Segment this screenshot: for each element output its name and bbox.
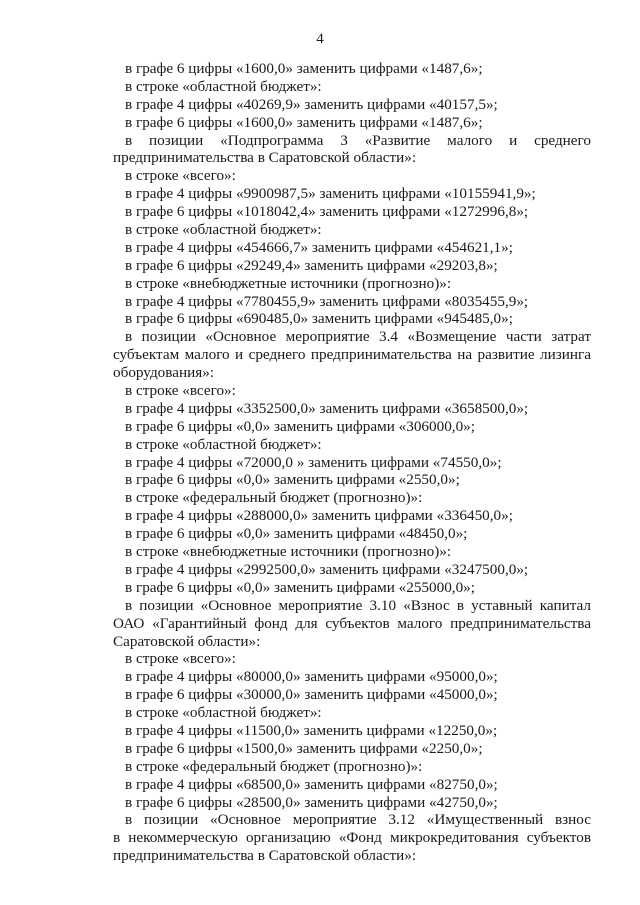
text-line: субъектам малого и среднего предпринимательства на развитие лизинга bbox=[113, 346, 591, 364]
text-line: в строке «областной бюджет»: bbox=[125, 221, 322, 239]
text-line: оборудования»: bbox=[113, 364, 215, 382]
text-line: в графе 6 цифры «30000,0» заменить цифрами «45000,0»; bbox=[125, 686, 498, 704]
text-line: в строке «внебюджетные источники (прогнозно)»: bbox=[125, 543, 452, 561]
text-line: в графе 6 цифры «690485,0» заменить цифрами «945485,0»; bbox=[125, 310, 513, 328]
text-line: в строке «областной бюджет»: bbox=[125, 704, 322, 722]
text-line: в графе 6 цифры «0,0» заменить цифрами «306000,0»; bbox=[125, 417, 475, 435]
text-line: в строке «федеральный бюджет (прогнозно)»: bbox=[125, 489, 423, 507]
text-line: в строке «внебюджетные источники (прогнозно)»: bbox=[125, 274, 452, 292]
text-line: в графе 6 цифры «0,0» заменить цифрами «2550,0»; bbox=[125, 471, 460, 489]
text-line: в строке «всего»: bbox=[125, 382, 236, 400]
text-line: в строке «областной бюджет»: bbox=[125, 77, 322, 95]
text-line: в графе 6 цифры «1018042,4» заменить цифрами «1272996,8»; bbox=[125, 203, 529, 221]
text-line: в позиции «Основное мероприятие 3.10 «Взнос в уставный капитал bbox=[125, 596, 591, 614]
text-line: в графе 6 цифры «29249,4» заменить цифрами «29203,8»; bbox=[125, 256, 498, 274]
text-line: в графе 4 цифры «2992500,0» заменить цифрами «3247500,0»; bbox=[125, 560, 529, 578]
text-line: в графе 6 цифры «28500,0» заменить цифрами «42750,0»; bbox=[125, 793, 498, 811]
text-line: в графе 6 цифры «0,0» заменить цифрами «255000,0»; bbox=[125, 578, 475, 596]
text-line: в позиции «Подпрограмма 3 «Развитие малого и среднего bbox=[125, 131, 591, 149]
text-line: предпринимательства в Саратовской области»: bbox=[113, 149, 417, 167]
text-line: в графе 4 цифры «80000,0» заменить цифрами «95000,0»; bbox=[125, 668, 498, 686]
text-line: в позиции «Основное мероприятие 3.4 «Возмещение части затрат bbox=[125, 328, 591, 346]
page-number: 4 bbox=[316, 31, 324, 47]
text-line: в графе 4 цифры «40269,9» заменить цифрами «40157,5»; bbox=[125, 95, 498, 113]
text-line: в графе 4 цифры «68500,0» заменить цифрами «82750,0»; bbox=[125, 775, 498, 793]
text-line: в графе 4 цифры «288000,0» заменить цифрами «336450,0»; bbox=[125, 507, 513, 525]
text-line: в графе 4 цифры «72000,0 » заменить цифрами «74550,0»; bbox=[125, 453, 502, 471]
text-line: в графе 4 цифры «3352500,0» заменить цифрами «3658500,0»; bbox=[125, 399, 529, 417]
text-line: в позиции «Основное мероприятие 3.12 «Имущественный взнос bbox=[125, 811, 591, 829]
text-line: Саратовской области»: bbox=[113, 632, 261, 650]
text-line: в графе 4 цифры «454666,7» заменить цифрами «454621,1»; bbox=[125, 238, 513, 256]
text-line: в строке «областной бюджет»: bbox=[125, 435, 322, 453]
text-line: в графе 6 цифры «1600,0» заменить цифрами «1487,6»; bbox=[125, 60, 483, 77]
text-line: в строке «всего»: bbox=[125, 167, 236, 185]
text-line: в графе 6 цифры «0,0» заменить цифрами «48450,0»; bbox=[125, 525, 468, 543]
text-line: в строке «федеральный бюджет (прогнозно)»: bbox=[125, 757, 423, 775]
text-line: в графе 6 цифры «1600,0» заменить цифрами «1487,6»; bbox=[125, 113, 483, 131]
document-body bbox=[113, 60, 591, 865]
text-line: в графе 6 цифры «1500,0» заменить цифрами «2250,0»; bbox=[125, 739, 483, 757]
text-line: в строке «всего»: bbox=[125, 650, 236, 668]
text-line: в некоммерческую организацию «Фонд микрокредитования субъектов bbox=[113, 829, 591, 847]
text-line: предпринимательства в Саратовской области»: bbox=[113, 847, 417, 865]
text-line: ОАО «Гарантийный фонд для субъектов малого предпринимательства bbox=[113, 614, 591, 632]
text-line: в графе 4 цифры «11500,0» заменить цифрами «12250,0»; bbox=[125, 721, 498, 739]
text-line: в графе 4 цифры «7780455,9» заменить цифрами «8035455,9»; bbox=[125, 292, 529, 310]
text-line: в графе 4 цифры «9900987,5» заменить цифрами «10155941,9»; bbox=[125, 185, 536, 203]
